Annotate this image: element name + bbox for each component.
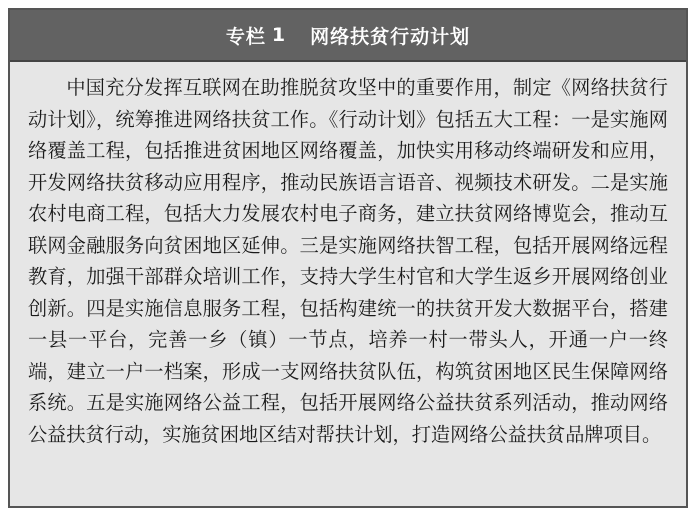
- column-title: 网络扶贫行动计划: [310, 25, 471, 48]
- column-number: 1: [271, 24, 287, 46]
- column-box: [8, 8, 688, 508]
- column-label: 专栏: [225, 25, 266, 48]
- column-header: [10, 10, 686, 62]
- column-body-text: 中国充分发挥互联网在助推脱贫攻坚中的重要作用，制定《网络扶贫行动计划》，统筹推进网络扶贫工作。《行动计划》包括五大工程：一是实施网络覆盖工程，包括推进贫困地区网络覆盖，加快实用移动终端研发和应用，开发网络扶贫移动应用程序，推动民族语言语音、视频技术研发。二是实施农村电商工程，包括大力发展农村电子商务，建立扶贫网络博览会，推动互联网金融服务向贫困地区延伸。三是实施网络扶智工程，包括开展网络远程教育，加强干部群众培训工作，支持大学生村官和大学生返乡开展网络创业创新。四是实施信息服务工程，包括构建统一的扶贫开发大数据平台，搭建一县一平台，完善一乡（镇）一节点，培养一村一带头人，开通一户一终端，建立一户一档案，形成一支网络扶贫队伍，构筑贫困地区民生保障网络系统。五是实施网络公益工程，包括开展网络公益扶贫系列活动，推动网络公益扶贫行动，实施贫困地区结对帮扶计划，打造网络公益扶贫品牌项目。: [28, 76, 668, 446]
